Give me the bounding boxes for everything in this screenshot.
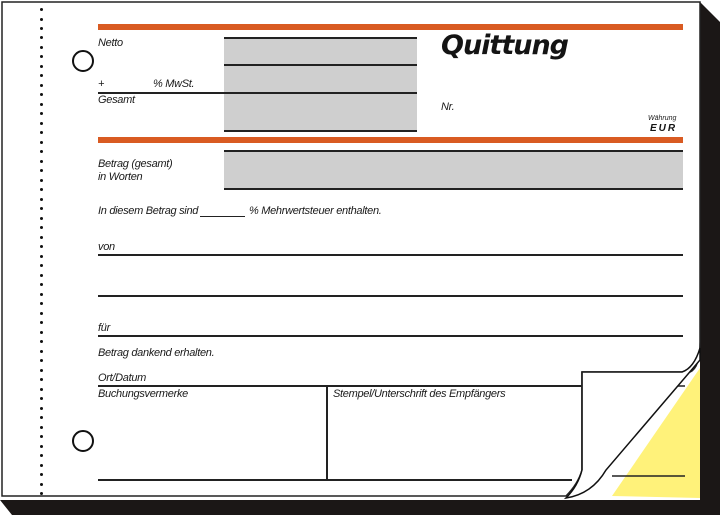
netto-label: Netto — [98, 37, 123, 49]
form-title: Quittung — [441, 30, 569, 61]
ort-datum-input[interactable] — [98, 385, 582, 387]
header-bar-top — [98, 24, 683, 30]
in-worten-label: in Worten — [98, 171, 143, 183]
number-label: Nr. — [441, 101, 455, 113]
von-input[interactable] — [98, 254, 683, 256]
vat-sentence-start: In diesem Betrag sind — [98, 205, 199, 217]
plus-label: + — [98, 78, 105, 90]
signature-area[interactable] — [330, 402, 580, 477]
mwst-label: % MwSt. — [153, 78, 195, 90]
mwst-percent-input[interactable] — [108, 76, 151, 90]
netto-input[interactable] — [224, 39, 417, 63]
fuer-label: für — [98, 322, 110, 334]
received-text: Betrag dankend erhalten. — [98, 347, 215, 359]
divider — [224, 150, 683, 152]
stempel-label: Stempel/Unterschrift des Empfängers — [333, 388, 506, 400]
divider — [98, 479, 572, 481]
punch-hole-bottom — [72, 430, 94, 452]
currency-label: Währung — [648, 115, 677, 122]
betrag-gesamt-label: Betrag (gesamt) — [98, 158, 173, 170]
punch-hole-top — [72, 50, 94, 72]
vat-sentence-end: % Mehrwertsteuer enthalten. — [249, 205, 382, 217]
receipt-number-input[interactable] — [458, 98, 608, 116]
gesamt-label: Gesamt — [98, 94, 135, 106]
divider — [224, 130, 417, 132]
von-label: von — [98, 241, 115, 253]
mwst-amount-input[interactable] — [224, 66, 417, 91]
buchungsvermerke-label: Buchungsvermerke — [98, 388, 188, 400]
von-input-line2[interactable] — [98, 295, 683, 297]
amount-in-words-input[interactable] — [224, 151, 683, 189]
vat-percent-input[interactable] — [200, 216, 245, 217]
ort-datum-label: Ort/Datum — [98, 372, 147, 384]
currency-value: EUR — [650, 123, 678, 134]
buchungsvermerke-input[interactable] — [98, 402, 324, 477]
divider — [224, 188, 683, 190]
divider — [326, 386, 328, 480]
header-bar-bottom — [98, 137, 683, 143]
gesamt-input[interactable] — [224, 94, 417, 129]
fuer-input[interactable] — [98, 335, 683, 337]
